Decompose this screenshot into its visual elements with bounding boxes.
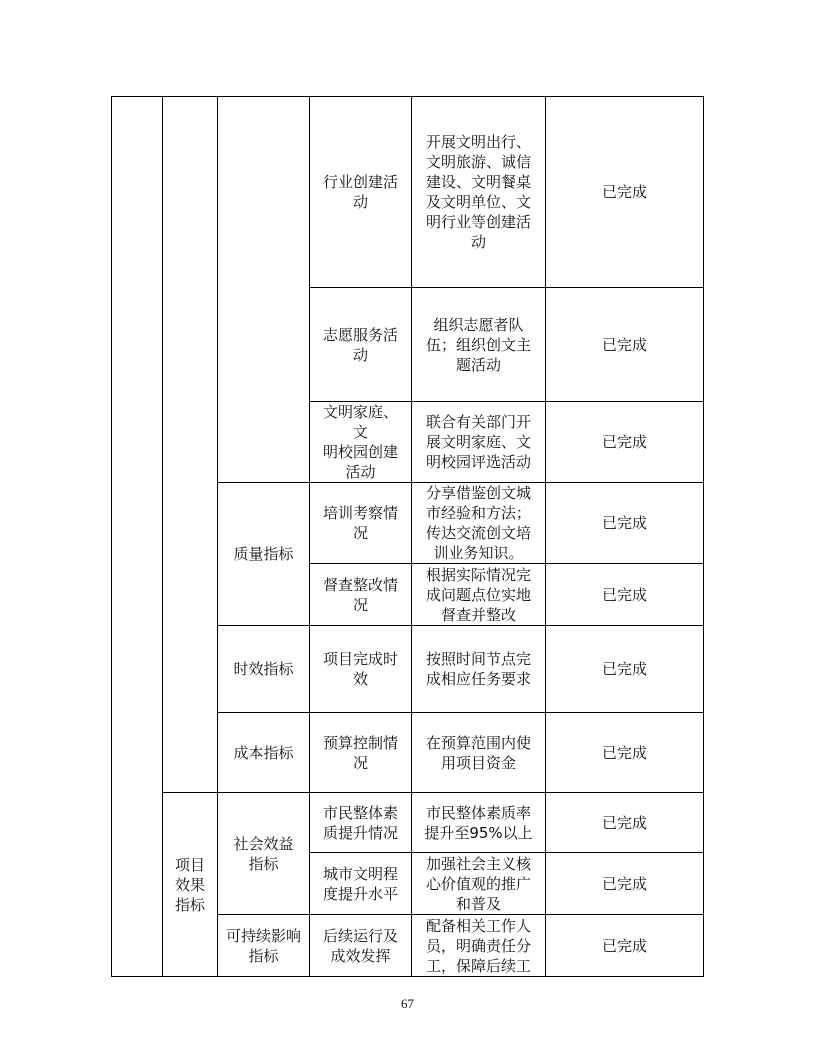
indicator-content-cell: 开展文明出行、 文明旅游、诚信 建设、文明餐桌 及文明单位、文 明行业等创建活 动 <box>412 97 546 288</box>
level3-category-cell <box>218 97 310 483</box>
indicator-name-cell: 项目完成时 效 <box>310 626 412 713</box>
page-number: 67 <box>401 996 414 1011</box>
level2-category-cell: 项目 效果 指标 <box>163 793 218 977</box>
indicator-content-cell: 联合有关部门开 展文明家庭、文 明校园评选活动 <box>412 402 546 483</box>
indicator-name-cell: 志愿服务活 动 <box>310 288 412 402</box>
indicator-content-cell: 分享借鉴创文城 市经验和方法； 传达交流创文培 训业务知识。 <box>412 483 546 564</box>
indicator-content-cell: 按照时间节点完 成相应任务要求 <box>412 626 546 713</box>
indicator-content-cell: 组织志愿者队 伍；组织创文主 题活动 <box>412 288 546 402</box>
indicator-name-cell: 后续运行及 成效发挥 <box>310 915 412 977</box>
indicator-name-cell: 行业创建活 动 <box>310 97 412 288</box>
indicator-name-cell: 市民整体素 质提升情况 <box>310 793 412 853</box>
level3-category-cell: 时效指标 <box>218 626 310 713</box>
status-cell: 已完成 <box>546 483 704 564</box>
performance-indicator-table <box>111 96 704 977</box>
level3-category-cell: 可持续影响 指标 <box>218 915 310 977</box>
indicator-name-cell: 预算控制情 况 <box>310 713 412 793</box>
indicator-name-cell: 文明家庭、文 明校园创建 活动 <box>310 402 412 483</box>
status-cell: 已完成 <box>546 853 704 915</box>
indicator-content-cell: 根据实际情况完 成问题点位实地 督查并整改 <box>412 564 546 626</box>
status-cell: 已完成 <box>546 713 704 793</box>
level3-category-cell: 质量指标 <box>218 483 310 626</box>
indicator-content-cell: 在预算范围内使 用项目资金 <box>412 713 546 793</box>
indicator-name-cell: 培训考察情 况 <box>310 483 412 564</box>
indicator-content-cell: 配备相关工作人 员，明确责任分 工，保障后续工 <box>412 915 546 977</box>
status-cell: 已完成 <box>546 288 704 402</box>
level2-category-cell <box>163 97 218 793</box>
indicator-content-cell: 市民整体素质率 提升至95%以上 <box>412 793 546 853</box>
status-cell: 已完成 <box>546 564 704 626</box>
status-cell: 已完成 <box>546 97 704 288</box>
level1-category-cell <box>112 97 163 977</box>
level3-category-cell: 社会效益 指标 <box>218 793 310 915</box>
table-row <box>112 97 704 288</box>
status-cell: 已完成 <box>546 626 704 713</box>
table-row <box>112 793 704 853</box>
status-cell: 已完成 <box>546 793 704 853</box>
status-cell: 已完成 <box>546 402 704 483</box>
status-cell: 已完成 <box>546 915 704 977</box>
indicator-name-cell: 督查整改情 况 <box>310 564 412 626</box>
indicator-name-cell: 城市文明程 度提升水平 <box>310 853 412 915</box>
level3-category-cell: 成本指标 <box>218 713 310 793</box>
indicator-content-cell: 加强社会主义核 心价值观的推广 和普及 <box>412 853 546 915</box>
